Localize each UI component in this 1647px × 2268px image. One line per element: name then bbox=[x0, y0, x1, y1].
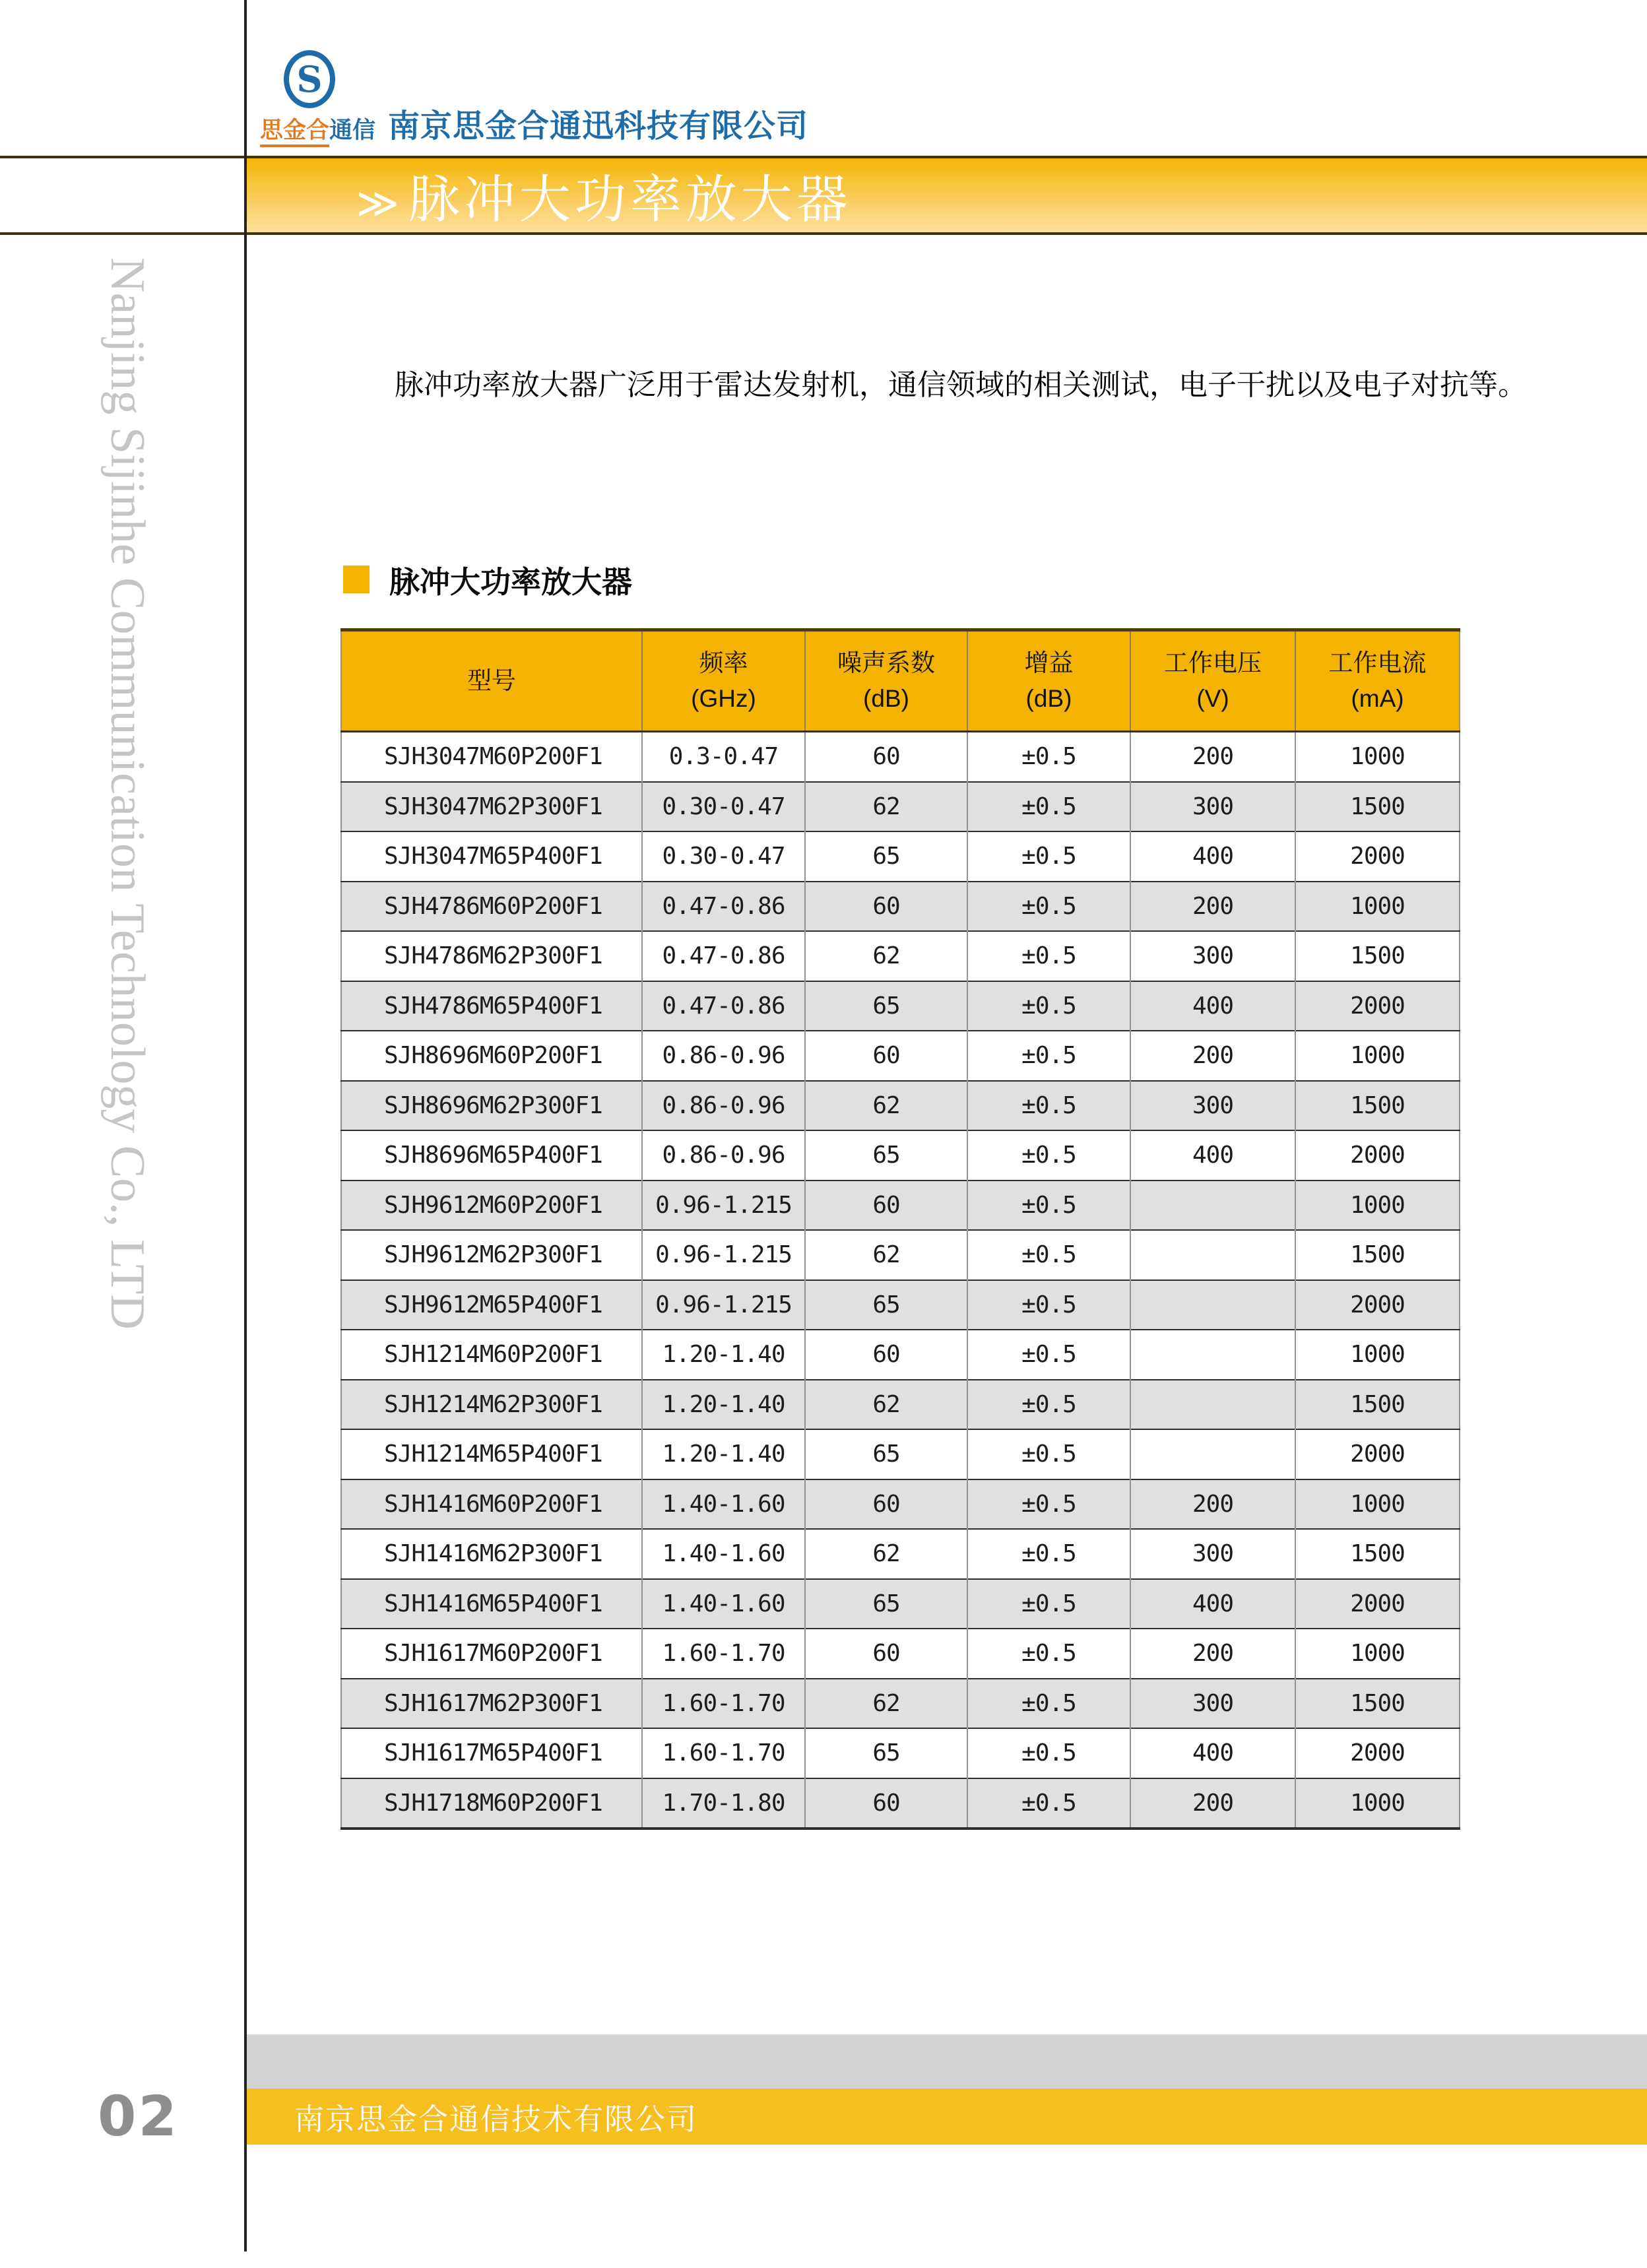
table-row bbox=[341, 1380, 1460, 1430]
page-title bbox=[247, 158, 852, 232]
cell-current: 1000 bbox=[1295, 1479, 1460, 1530]
cell-voltage: 400 bbox=[1130, 1728, 1295, 1778]
cell-gain: ±0.5 bbox=[967, 1778, 1130, 1829]
table-row bbox=[341, 981, 1460, 1031]
cell-voltage: 300 bbox=[1130, 931, 1295, 981]
col-header-label: 型号 bbox=[467, 667, 516, 694]
cell-current: 2000 bbox=[1295, 1728, 1460, 1778]
cell-model: SJH1214M65P400F1 bbox=[341, 1429, 642, 1479]
cell-gain: ±0.5 bbox=[967, 1728, 1130, 1778]
footer-company-name: 南京思金合通信技术有限公司 bbox=[294, 2102, 698, 2136]
cell-nf: 62 bbox=[805, 1230, 967, 1280]
cell-gain: ±0.5 bbox=[967, 1230, 1130, 1280]
cell-model: SJH1718M60P200F1 bbox=[341, 1778, 642, 1829]
spec-table-container bbox=[340, 628, 1459, 1830]
cell-current: 1000 bbox=[1295, 1629, 1460, 1679]
cell-gain: ±0.5 bbox=[967, 1579, 1130, 1629]
cell-nf: 60 bbox=[805, 1330, 967, 1380]
table-row bbox=[341, 1081, 1460, 1131]
cell-freq: 1.20-1.40 bbox=[642, 1429, 805, 1479]
cell-freq: 1.40-1.60 bbox=[642, 1529, 805, 1579]
cell-current: 1500 bbox=[1295, 1380, 1460, 1430]
cell-nf: 65 bbox=[805, 1728, 967, 1778]
cell-model: SJH1617M62P300F1 bbox=[341, 1679, 642, 1729]
table-row bbox=[341, 882, 1460, 932]
table-row bbox=[341, 1529, 1460, 1579]
cell-gain: ±0.5 bbox=[967, 1130, 1130, 1181]
col-header-unit: (dB) bbox=[863, 685, 909, 712]
cell-current: 2000 bbox=[1295, 981, 1460, 1031]
table-row bbox=[341, 1728, 1460, 1778]
cell-nf: 65 bbox=[805, 1280, 967, 1330]
cell-nf: 65 bbox=[805, 1579, 967, 1629]
cell-voltage bbox=[1130, 1230, 1295, 1280]
col-header-label: 增益 bbox=[1024, 649, 1074, 676]
cell-freq: 0.3-0.47 bbox=[642, 732, 805, 782]
cell-gain: ±0.5 bbox=[967, 981, 1130, 1031]
cell-model: SJH8696M60P200F1 bbox=[341, 1031, 642, 1081]
cell-current: 2000 bbox=[1295, 1130, 1460, 1181]
table-row bbox=[341, 1130, 1460, 1181]
cell-freq: 1.40-1.60 bbox=[642, 1579, 805, 1629]
cell-current: 1500 bbox=[1295, 782, 1460, 832]
footer-orange-bar bbox=[247, 2089, 1647, 2145]
cell-freq: 0.86-0.96 bbox=[642, 1031, 805, 1081]
cell-voltage: 200 bbox=[1130, 732, 1295, 782]
col-header-current bbox=[1295, 630, 1460, 732]
col-header-gain bbox=[967, 630, 1130, 732]
cell-gain: ±0.5 bbox=[967, 1429, 1130, 1479]
cell-voltage: 200 bbox=[1130, 1629, 1295, 1679]
cell-current: 1000 bbox=[1295, 1181, 1460, 1231]
cell-current: 1500 bbox=[1295, 1529, 1460, 1579]
cell-current: 1500 bbox=[1295, 1679, 1460, 1729]
cell-nf: 60 bbox=[805, 1778, 967, 1829]
cell-nf: 65 bbox=[805, 981, 967, 1031]
cell-voltage bbox=[1130, 1380, 1295, 1430]
table-row bbox=[341, 931, 1460, 981]
cell-nf: 62 bbox=[805, 1529, 967, 1579]
cell-voltage: 300 bbox=[1130, 1529, 1295, 1579]
col-header-nf bbox=[805, 630, 967, 732]
table-row bbox=[341, 1330, 1460, 1380]
cell-voltage: 400 bbox=[1130, 1579, 1295, 1629]
table-header-row bbox=[341, 630, 1460, 732]
logo-letter: S bbox=[296, 58, 323, 100]
spec-table bbox=[340, 628, 1460, 1830]
cell-gain: ±0.5 bbox=[967, 1280, 1130, 1330]
cell-model: SJH4786M65P400F1 bbox=[341, 981, 642, 1031]
cell-current: 1500 bbox=[1295, 1081, 1460, 1131]
cell-current: 1000 bbox=[1295, 1330, 1460, 1380]
cell-freq: 1.60-1.70 bbox=[642, 1629, 805, 1679]
cell-nf: 60 bbox=[805, 882, 967, 932]
cell-current: 2000 bbox=[1295, 831, 1460, 882]
cell-freq: 1.60-1.70 bbox=[642, 1728, 805, 1778]
cell-nf: 60 bbox=[805, 1031, 967, 1081]
cell-model: SJH1214M62P300F1 bbox=[341, 1380, 642, 1430]
cell-model: SJH1416M60P200F1 bbox=[341, 1479, 642, 1530]
spec-table-body bbox=[341, 732, 1460, 1829]
brand-wordmark bbox=[260, 112, 375, 145]
col-header-label: 噪声系数 bbox=[837, 649, 935, 676]
cell-nf: 62 bbox=[805, 782, 967, 832]
cell-freq: 1.20-1.40 bbox=[642, 1380, 805, 1430]
cell-model: SJH1214M60P200F1 bbox=[341, 1330, 642, 1380]
table-row bbox=[341, 1031, 1460, 1081]
table-row bbox=[341, 1629, 1460, 1679]
cell-gain: ±0.5 bbox=[967, 1629, 1130, 1679]
cell-freq: 1.40-1.60 bbox=[642, 1479, 805, 1530]
col-header-label: 频率 bbox=[699, 649, 748, 676]
cell-gain: ±0.5 bbox=[967, 1529, 1130, 1579]
cell-model: SJH4786M62P300F1 bbox=[341, 931, 642, 981]
cell-nf: 65 bbox=[805, 1130, 967, 1181]
cell-model: SJH8696M62P300F1 bbox=[341, 1081, 642, 1131]
cell-freq: 0.96-1.215 bbox=[642, 1230, 805, 1280]
table-row bbox=[341, 1679, 1460, 1729]
col-header-freq bbox=[642, 630, 805, 732]
cell-voltage: 300 bbox=[1130, 782, 1295, 832]
table-row bbox=[341, 831, 1460, 882]
cell-nf: 60 bbox=[805, 1181, 967, 1231]
sidebar-vertical-company-text: Nanjing Sijinhe Communication Technology Co., LTD bbox=[100, 257, 154, 1330]
cell-freq: 0.86-0.96 bbox=[642, 1081, 805, 1131]
cell-model: SJH1416M65P400F1 bbox=[341, 1579, 642, 1629]
cell-nf: 60 bbox=[805, 1629, 967, 1679]
page-title-text: 脉冲大功率放大器 bbox=[408, 171, 852, 228]
cell-freq: 1.60-1.70 bbox=[642, 1679, 805, 1729]
cell-nf: 62 bbox=[805, 931, 967, 981]
cell-model: SJH3047M60P200F1 bbox=[384, 743, 602, 771]
table-row bbox=[341, 1181, 1460, 1231]
cell-gain: ±0.5 bbox=[967, 782, 1130, 832]
cell-model: SJH9612M60P200F1 bbox=[341, 1181, 642, 1231]
page-number: 02 bbox=[98, 2084, 179, 2149]
cell-gain: ±0.5 bbox=[967, 1181, 1130, 1231]
col-header-label: 工作电流 bbox=[1328, 649, 1427, 676]
cell-voltage: 200 bbox=[1130, 1031, 1295, 1081]
table-row bbox=[341, 782, 1460, 832]
cell-freq: 0.30-0.47 bbox=[642, 831, 805, 882]
cell-current: 1000 bbox=[1295, 1778, 1460, 1829]
cell-gain: ±0.5 bbox=[967, 1330, 1130, 1380]
cell-nf: 65 bbox=[805, 1429, 967, 1479]
footer-gray-bar bbox=[247, 2034, 1647, 2089]
cell-nf: 62 bbox=[805, 1380, 967, 1430]
table-row bbox=[341, 732, 1460, 782]
brand-orange-text: 思金合 bbox=[260, 117, 329, 147]
cell-current: 1000 bbox=[1295, 882, 1460, 932]
cell-freq: 1.70-1.80 bbox=[642, 1778, 805, 1829]
cell-nf: 62 bbox=[805, 1679, 967, 1729]
company-logo-icon bbox=[284, 50, 335, 108]
cell-gain: ±0.5 bbox=[967, 1081, 1130, 1131]
cell-nf: 60 bbox=[805, 1479, 967, 1530]
col-header-unit: (dB) bbox=[1025, 685, 1072, 712]
cell-gain: ±0.5 bbox=[967, 831, 1130, 882]
cell-nf: 65 bbox=[805, 831, 967, 882]
cell-model: SJH1617M65P400F1 bbox=[341, 1728, 642, 1778]
col-header-unit: (V) bbox=[1196, 685, 1229, 712]
cell-model: SJH8696M65P400F1 bbox=[341, 1130, 642, 1181]
col-header-voltage bbox=[1130, 630, 1295, 732]
brand-blue-text: 通信 bbox=[329, 117, 376, 143]
cell-current: 2000 bbox=[1295, 1579, 1460, 1629]
company-name-header: 南京思金合通迅科技有限公司 bbox=[388, 109, 809, 144]
cell-current: 2000 bbox=[1295, 1429, 1460, 1479]
cell-nf: 62 bbox=[805, 1081, 967, 1131]
table-row bbox=[341, 1479, 1460, 1530]
table-row bbox=[341, 1230, 1460, 1280]
table-row bbox=[341, 1579, 1460, 1629]
cell-voltage: 300 bbox=[1130, 1679, 1295, 1729]
cell-freq: 0.47-0.86 bbox=[642, 882, 805, 932]
vertical-divider-line bbox=[244, 0, 247, 2252]
cell-gain: ±0.5 bbox=[967, 1679, 1130, 1729]
cell-voltage: 400 bbox=[1130, 1130, 1295, 1181]
cell-gain: ±0.5 bbox=[967, 931, 1130, 981]
cell-freq: 0.30-0.47 bbox=[642, 782, 805, 832]
intro-paragraph: 脉冲功率放大器广泛用于雷达发射机，通信领域的相关测试，电子干扰以及电子对抗等。 bbox=[395, 369, 1527, 401]
cell-voltage: 200 bbox=[1130, 1479, 1295, 1530]
table-row bbox=[341, 1280, 1460, 1330]
chevron-right-icon: ≫ bbox=[356, 181, 399, 226]
col-header-label: 工作电压 bbox=[1164, 649, 1262, 676]
cell-voltage bbox=[1130, 1280, 1295, 1330]
cell-current: 1500 bbox=[1295, 931, 1460, 981]
cell-voltage bbox=[1130, 1181, 1295, 1231]
cell-voltage: 200 bbox=[1130, 1778, 1295, 1829]
cell-gain: ±0.5 bbox=[967, 1031, 1130, 1081]
cell-model: SJH9612M62P300F1 bbox=[341, 1230, 642, 1280]
banner-top-rule bbox=[0, 156, 1647, 158]
cell-voltage: 400 bbox=[1130, 831, 1295, 882]
cell-gain: ±0.5 bbox=[967, 882, 1130, 932]
cell-freq: 1.20-1.40 bbox=[642, 1330, 805, 1380]
cell-nf: 60 bbox=[805, 732, 967, 782]
cell-freq: 0.47-0.86 bbox=[642, 981, 805, 1031]
cell-freq: 0.96-1.215 bbox=[642, 1280, 805, 1330]
cell-model: SJH9612M65P400F1 bbox=[341, 1280, 642, 1330]
banner-bottom-rule bbox=[0, 232, 1647, 235]
cell-voltage bbox=[1130, 1429, 1295, 1479]
cell-freq: 0.96-1.215 bbox=[642, 1181, 805, 1231]
cell-gain: ±0.5 bbox=[967, 1380, 1130, 1430]
cell-current: 1500 bbox=[1295, 1230, 1460, 1280]
table-row bbox=[341, 1778, 1460, 1829]
cell-gain: ±0.5 bbox=[967, 1479, 1130, 1530]
table-row bbox=[341, 1429, 1460, 1479]
cell-model: SJH1416M62P300F1 bbox=[341, 1529, 642, 1579]
cell-model: SJH3047M62P300F1 bbox=[341, 782, 642, 832]
cell-model: SJH3047M65P400F1 bbox=[341, 831, 642, 882]
cell-voltage bbox=[1130, 1330, 1295, 1380]
col-header-unit: (mA) bbox=[1351, 685, 1404, 712]
cell-freq: 0.86-0.96 bbox=[642, 1130, 805, 1181]
section-title: 脉冲大功率放大器 bbox=[389, 565, 632, 599]
cell-model: SJH4786M60P200F1 bbox=[341, 882, 642, 932]
cell-model: SJH1617M60P200F1 bbox=[341, 1629, 642, 1679]
title-banner bbox=[247, 158, 1647, 232]
cell-gain: ±0.5 bbox=[967, 732, 1130, 782]
cell-current: 1000 bbox=[1295, 732, 1460, 782]
cell-current: 1000 bbox=[1295, 1031, 1460, 1081]
cell-current: 2000 bbox=[1295, 1280, 1460, 1330]
cell-voltage: 300 bbox=[1130, 1081, 1295, 1131]
col-header-unit: (GHz) bbox=[691, 685, 756, 712]
col-header-model bbox=[341, 630, 642, 732]
cell-freq: 0.47-0.86 bbox=[642, 931, 805, 981]
cell-voltage: 200 bbox=[1130, 882, 1295, 932]
cell-voltage: 400 bbox=[1130, 981, 1295, 1031]
section-bullet-icon bbox=[343, 566, 370, 593]
